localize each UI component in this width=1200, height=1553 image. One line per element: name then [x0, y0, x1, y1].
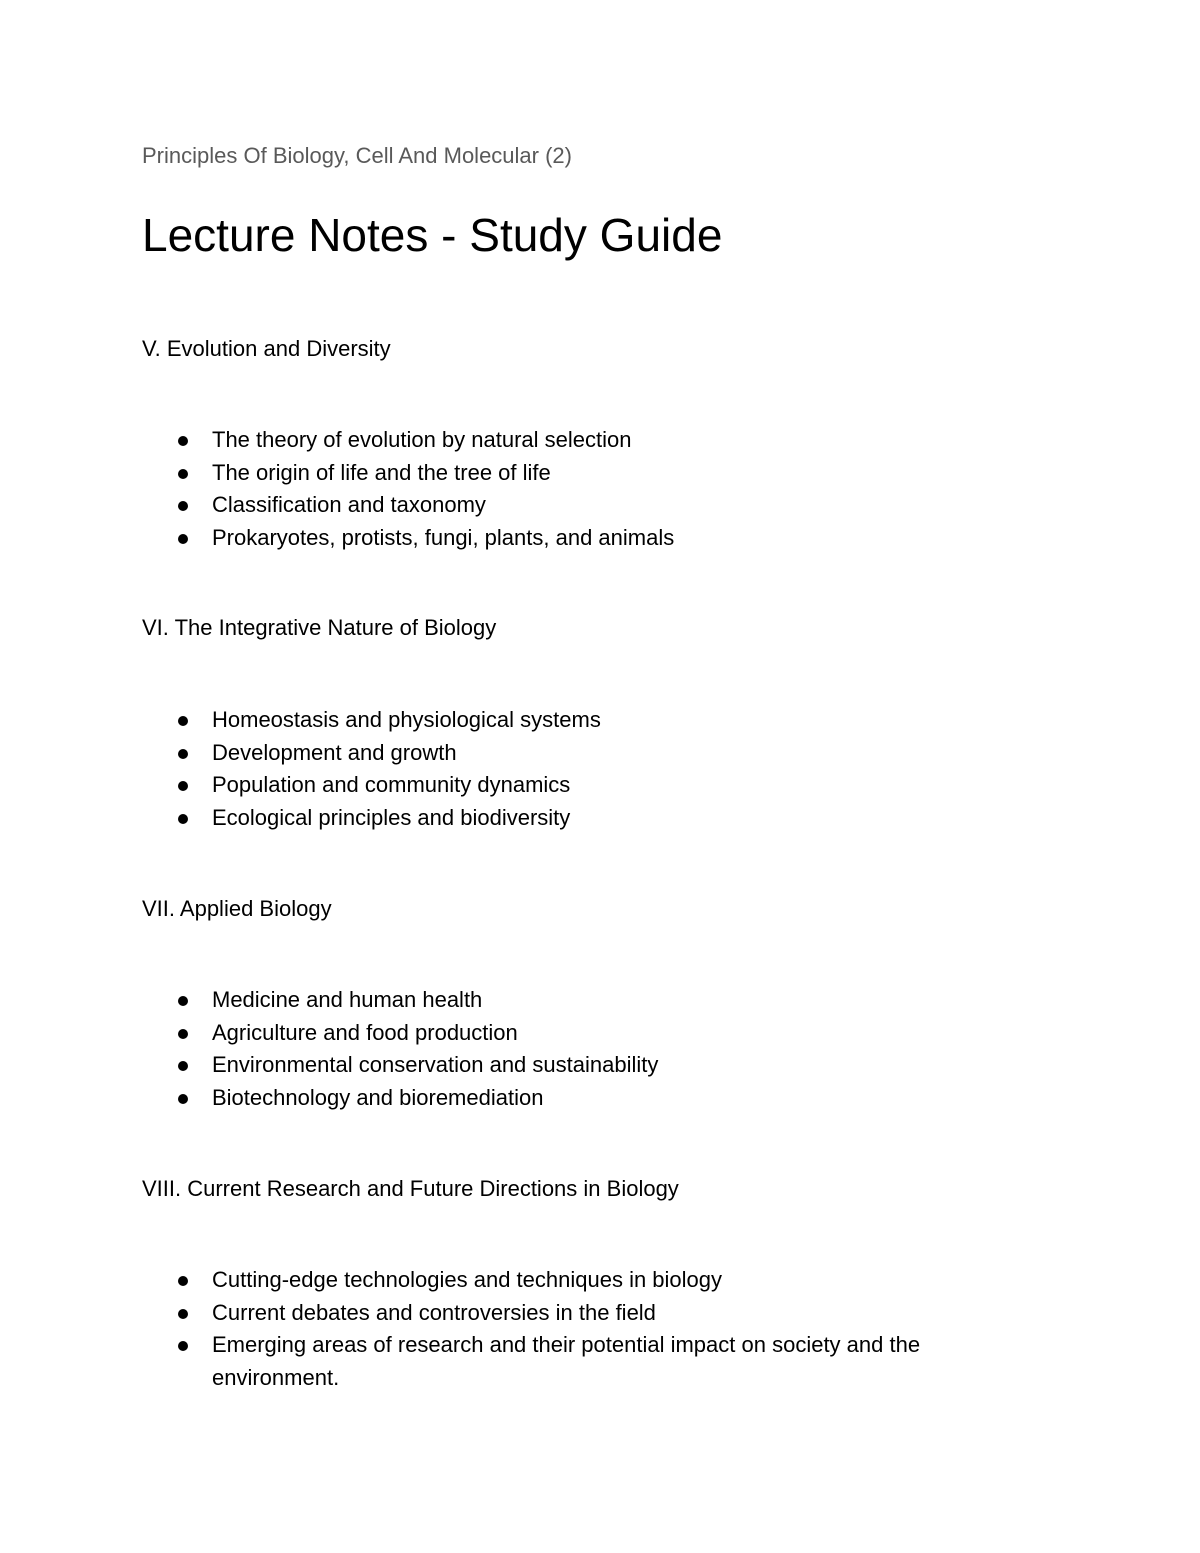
- course-subtitle: Principles Of Biology, Cell And Molecular (2): [142, 143, 572, 168]
- list-item: [142, 1082, 1042, 1115]
- list-item: [142, 737, 1042, 770]
- bullet-icon: [178, 1309, 188, 1319]
- list-item-text: Homeostasis and physiological systems: [212, 707, 601, 732]
- list-item: [142, 1329, 1042, 1394]
- list-item-text: Biotechnology and bioremediation: [212, 1084, 544, 1110]
- list-item: [142, 1049, 1042, 1082]
- bullet-icon: [178, 501, 188, 511]
- list-item: [142, 704, 1042, 737]
- list-item-text: The theory of evolution by natural selection: [212, 427, 632, 452]
- list-item: [142, 1264, 1042, 1297]
- list-item: [142, 1017, 1042, 1050]
- list-item: [142, 457, 1042, 490]
- list-item: [142, 424, 1042, 457]
- list-item: [142, 769, 1042, 802]
- bullet-icon: [178, 814, 188, 824]
- bullet-icon: [178, 996, 188, 1006]
- bullet-list: [142, 984, 1042, 1114]
- bullet-list: [142, 704, 1042, 834]
- section-heading: VIII. Current Research and Future Directions in Biology: [142, 1176, 679, 1201]
- bullet-icon: [178, 1029, 188, 1039]
- list-item-text: Emerging areas of research and their potential impact on society and the environment.: [212, 1332, 921, 1390]
- list-item: [142, 1297, 1042, 1330]
- list-item-text: Current debates and controversies in the field: [212, 1299, 656, 1325]
- list-item-text: Population and community dynamics: [212, 772, 571, 798]
- list-item-text: Medicine and human health: [212, 987, 483, 1012]
- bullet-list: [142, 424, 1042, 554]
- bullet-icon: [178, 1276, 188, 1286]
- page-title: Lecture Notes - Study Guide: [142, 209, 723, 261]
- section-heading: VI. The Integrative Nature of Biology: [142, 615, 497, 640]
- bullet-icon: [178, 1341, 188, 1351]
- bullet-icon: [178, 749, 188, 759]
- bullet-icon: [178, 436, 188, 446]
- bullet-icon: [178, 534, 188, 544]
- bullet-icon: [178, 469, 188, 479]
- bullet-list: [142, 1264, 1042, 1394]
- list-item: [142, 522, 1042, 555]
- bullet-icon: [178, 781, 188, 791]
- bullet-icon: [178, 1094, 188, 1104]
- section-heading: V. Evolution and Diversity: [142, 336, 391, 361]
- list-item-text: Agriculture and food production: [212, 1019, 518, 1045]
- list-item-text: The origin of life and the tree of life: [212, 459, 551, 485]
- list-item-text: Development and growth: [212, 739, 457, 765]
- list-item: [142, 802, 1042, 835]
- list-item: [142, 489, 1042, 522]
- bullet-icon: [178, 716, 188, 726]
- list-item-text: Prokaryotes, protists, fungi, plants, and animals: [212, 524, 675, 550]
- list-item-text: Cutting-edge technologies and techniques in biology: [212, 1267, 723, 1292]
- list-item-text: Environmental conservation and sustainability: [212, 1052, 659, 1078]
- bullet-icon: [178, 1061, 188, 1071]
- section-heading: VII. Applied Biology: [142, 896, 332, 921]
- list-item-text: Ecological principles and biodiversity: [212, 804, 571, 830]
- list-item-text: Classification and taxonomy: [212, 492, 486, 518]
- list-item: [142, 984, 1042, 1017]
